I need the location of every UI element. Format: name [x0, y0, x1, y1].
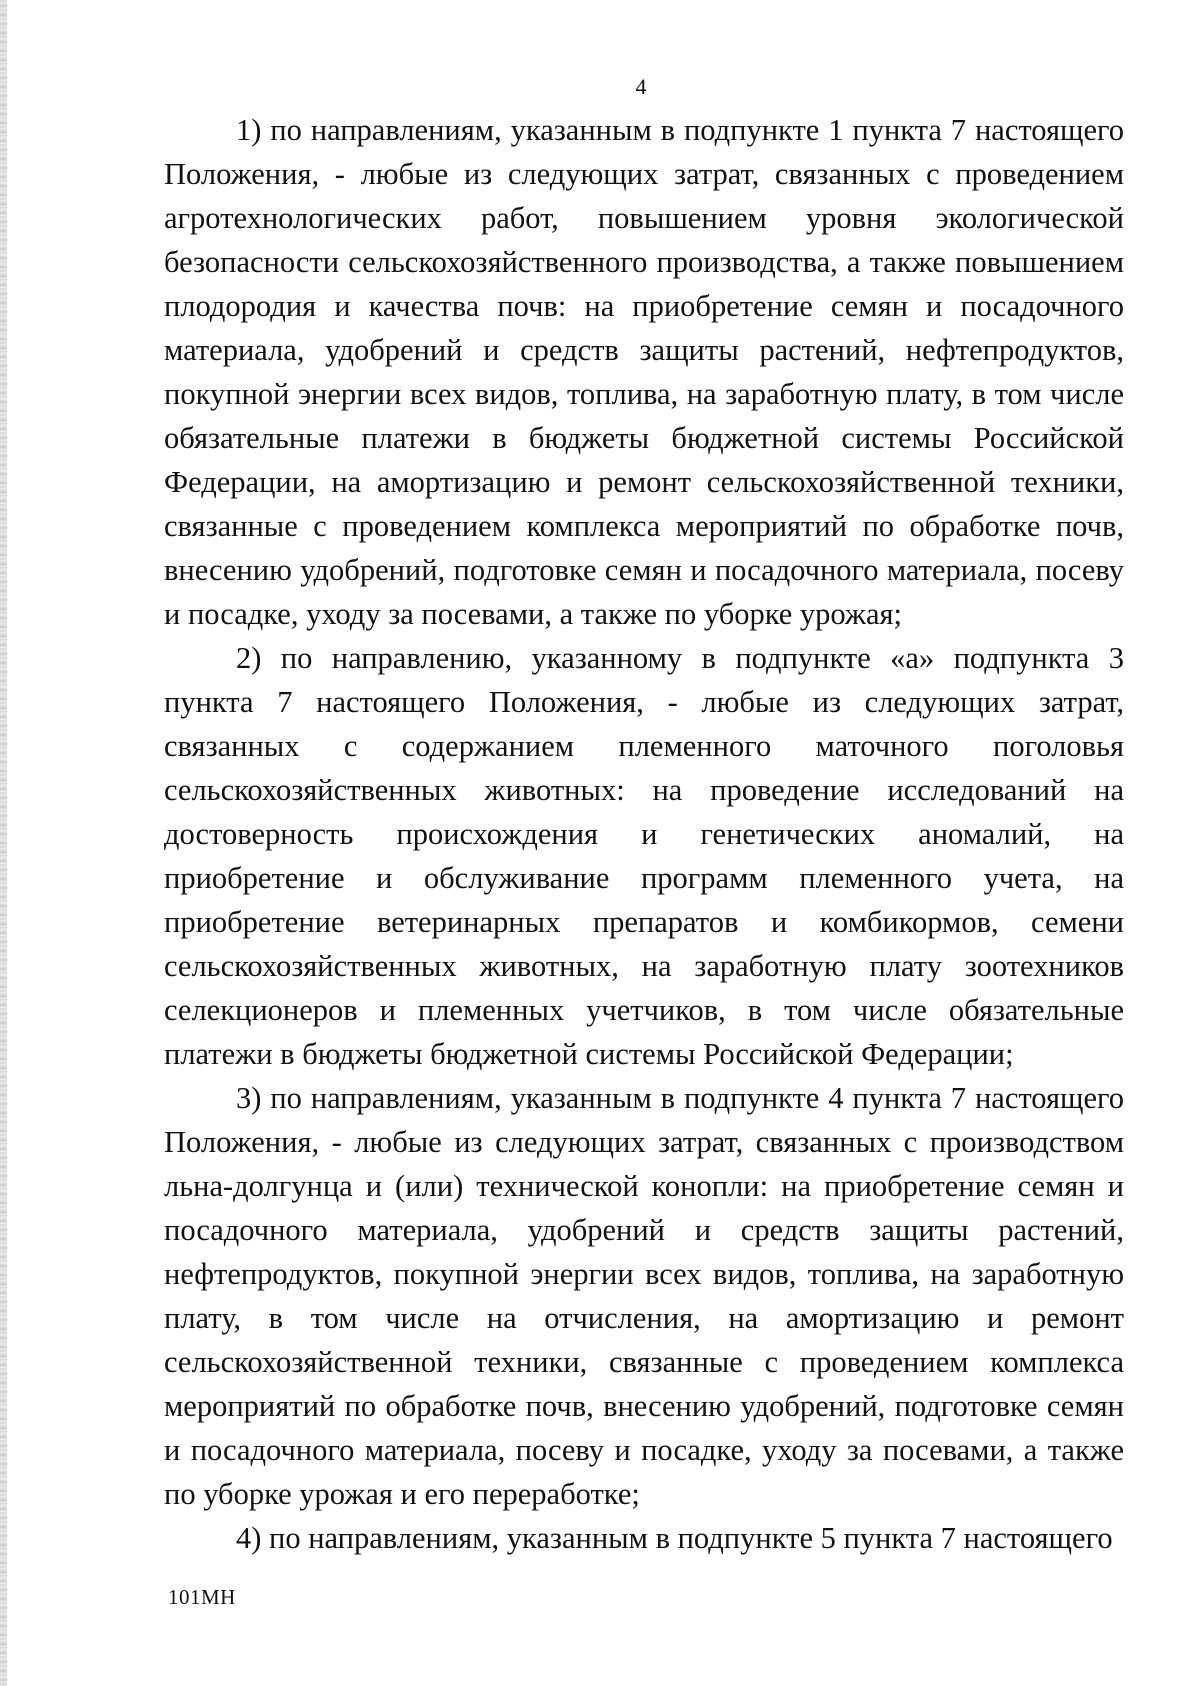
- paragraph-item-3: 3) по направлениям, указанным в подпункте 4 пункта 7 настоящего Положения, - любые из следующих затрат, связанных с производством льна-долгунца и (или) технической конопли: на приобретение семян и посадочного материала, удобрений и средств защиты растений, нефтепродуктов, покупной энергии всех видов, топлива, на заработную плату, в том числе на отчисления, на амортизацию и ремонт сельскохозяйственной техники, связанные с проведением комплекса мероприятий по обработке почв, внесению удобрений, подготовке семян и посадочного материала, посеву и посадке, уходу за посевами, а также по уборке урожая и его переработке;: [164, 1081, 1124, 1511]
- paragraph-item-2: 2) по направлению, указанному в подпункте «а» подпункта 3 пункта 7 настоящего Положения, - любые из следующих затрат, связанных с содержанием племенного маточного поголовья сельскохозяйственных животных: на проведение исследований на достоверность происхождения и генетических аномалий, на приобретение и обслуживание программ племенного учета, на приобретение ветеринарных препаратов и комбикормов, семени сельскохозяйственных животных, на заработную плату зоотехников селекционеров и племенных учетчиков, в том числе обязательные платежи в бюджеты бюджетной системы Российской Федерации;: [164, 641, 1124, 1071]
- scan-edge-artifact: [0, 0, 7, 1686]
- page-number: 4: [635, 74, 647, 99]
- document-body: [164, 108, 1124, 1560]
- paragraph-item-1: 1) по направлениям, указанным в подпункте 1 пункта 7 настоящего Положения, - любые из следующих затрат, связанных с проведением агротехнологических работ, повышением уровня экологической безопасности сельскохозяйственного производства, а также повышением плодородия и качества почв: на приобретение семян и посадочного материала, удобрений и средств защиты растений, нефтепродуктов, покупной энергии всех видов, топлива, на заработную плату, в том числе обязательные платежи в бюджеты бюджетной системы Российской Федерации, на амортизацию и ремонт сельскохозяйственной техники, связанные с проведением комплекса мероприятий по обработке почв, внесению удобрений, подготовке семян и посадочного материала, посеву и посадке, уходу за посевами, а также по уборке урожая;: [164, 113, 1124, 631]
- paragraph-item-4: 4) по направлениям, указанным в подпункте 5 пункта 7 настоящего: [236, 1521, 1113, 1555]
- footer-code: 101МН: [168, 1585, 236, 1609]
